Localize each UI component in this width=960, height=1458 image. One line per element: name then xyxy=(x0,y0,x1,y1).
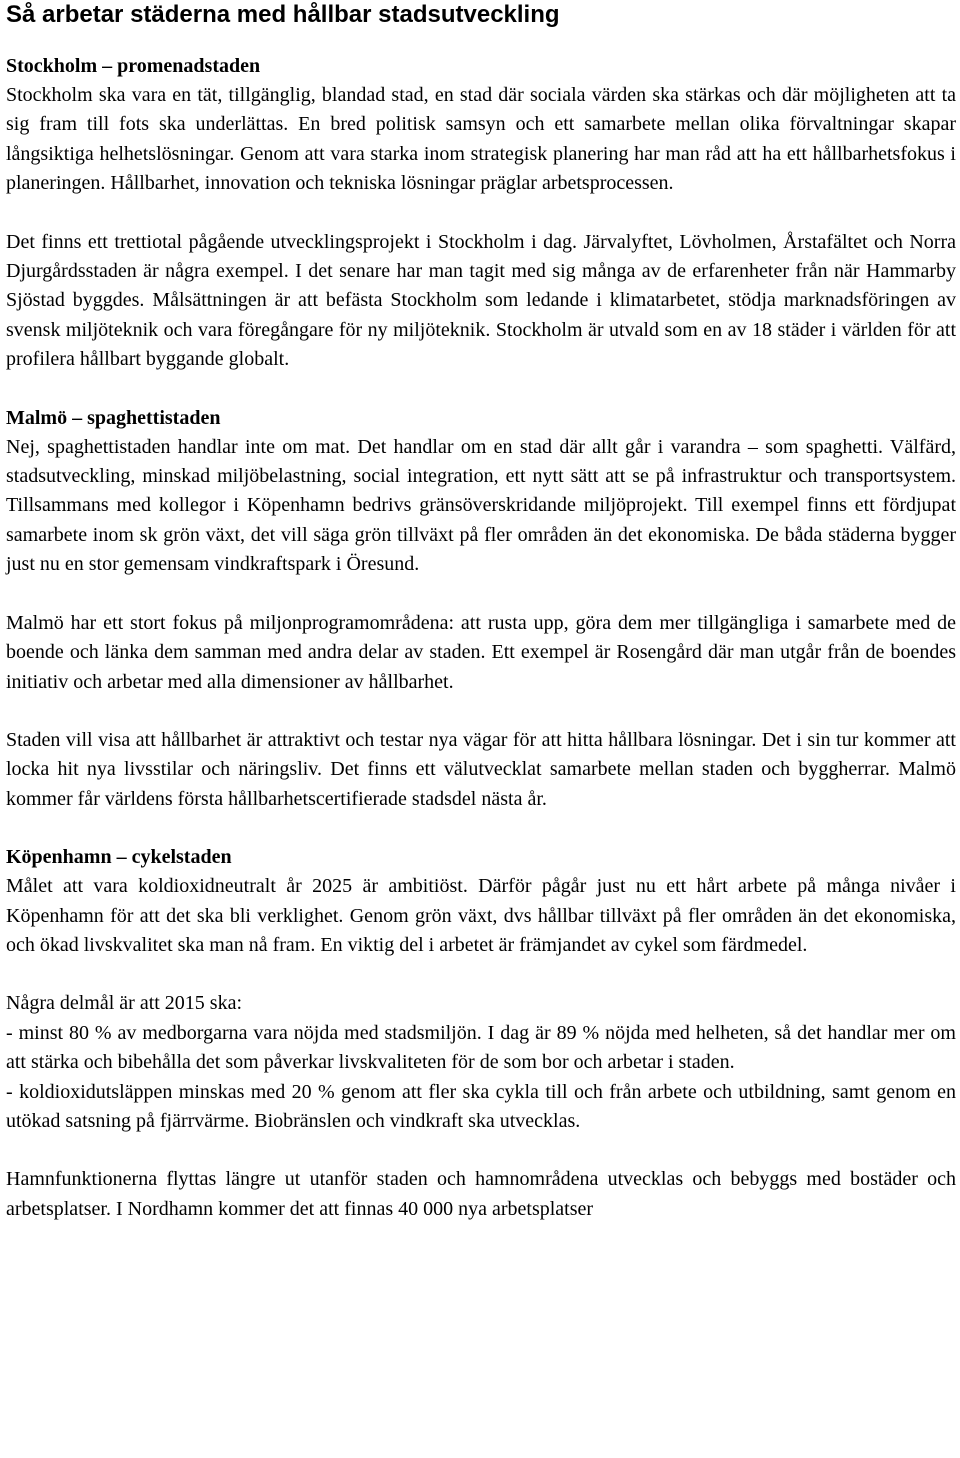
document-page xyxy=(6,0,956,1224)
paragraph: Nej, spaghettistaden handlar inte om mat. Det handlar om en stad där allt går i varandra – som spaghetti. Välfärd, stadsutveckling, minskad miljöbelastning, social integration, ett nytt sätt att se på infrastruktur och transportsystem. Tillsammans med kollegor i Köpenhamn bedrivs gränsöverskridande miljöprojekt. Till exempel finns ett fördjupat samarbete inom sk grön växt, det vill säga grön tillväxt på fler områden än det ekonomiska. De båda städerna bygger just nu en stor gemensam vindkraftspark i Öresund. xyxy=(6,435,956,576)
section-malmo xyxy=(6,404,956,814)
paragraph: Stockholm ska vara en tät, tillgänglig, blandad stad, en stad där sociala värden ska stärkas och där möjligheten att ta sig fram till fots ska underlättas. En bred politisk samsyn och ett samarbete mellan olika förvaltningar skapar långsiktiga helhetslösningar. Genom att vara starka inom strategisk planering har man råd att ha ett hållbarhetsfokus i planeringen. Hållbarhet, innovation och tekniska lösningar präglar arbetsprocessen. xyxy=(6,84,956,195)
paragraph: Hamnfunktionerna flyttas längre ut utanför staden och hamnområdena utvecklas och bebyggs med bostäder och arbetsplatser. I Nordhamn kommer det att finnas 40 000 nya arbetsplatser xyxy=(6,1168,956,1220)
section-heading: Stockholm – promenadstaden xyxy=(6,55,261,77)
paragraph: Malmö har ett stort fokus på miljonprogramområdena: att rusta upp, göra dem mer tillgängliga i samarbete med de boende och länka dem samman med andra delar av staden. Ett exempel är Rosengård där man utgår från de boendes initiativ och arbetar med alla dimensioner av hållbarhet. xyxy=(6,611,956,693)
paragraph: Staden vill visa att hållbarhet är attraktivt och testar nya vägar för att hitta hållbara lösningar. Det i sin tur kommer att locka hit nya livsstilar och näringsliv. Det finns ett välutvecklat samarbete mellan staden och byggherrar. Malmö kommer får världens första hållbarhetscertifierade stadsdel nästa år. xyxy=(6,728,956,810)
section-kopenhamn xyxy=(6,843,956,1224)
page-title: Så arbetar städerna med hållbar stadsutveckling xyxy=(6,1,560,28)
section-stockholm xyxy=(6,52,956,375)
goals-intro: Några delmål är att 2015 ska: xyxy=(6,992,243,1015)
goal-item: - koldioxidutsläppen minskas med 20 % genom att fler ska cykla till och från arbete och utbildning, samt genom en utökad satsning på fjärrvärme. Biobränslen och vindkraft ska utvecklas. xyxy=(6,1080,956,1132)
goal-item: - minst 80 % av medborgarna vara nöjda med stadsmiljön. I dag är 89 % nöjda med helheten, så det handlar mer om att stärka och bibehålla det som påverkar livskvaliteten för de som bor och arbetar i staden. xyxy=(6,1021,956,1074)
paragraph: Målet att vara koldioxidneutralt år 2025 är ambitiöst. Därför pågår just nu ett hårt arbete på många nivåer i Köpenhamn för att det ska bli verklighet. Genom grön växt, dvs hållbar tillväxt på fler områden än det ekonomiska, och ökad livskvalitet ska man nå fram. En viktig del i arbetet är främjandet av cykel som färdmedel. xyxy=(6,875,956,956)
paragraph: Det finns ett trettiotal pågående utvecklingsprojekt i Stockholm i dag. Järvalyftet, Lövholmen, Årstafältet och Norra Djurgårdsstaden är några exempel. I det senare har man tagit med sig många av de erfarenheter från när Hammarby Sjöstad byggdes. Målsättningen är att befästa Stockholm som ledande i klimatarbetet, stödja marknadsföringen av svensk miljöteknik och vara föregångare för ny miljöteknik. Stockholm är utvald som en av 18 städer i världen för att profilera hållbart byggande globalt. xyxy=(6,230,956,371)
section-heading: Malmö – spaghettistaden xyxy=(6,406,221,429)
section-heading: Köpenhamn – cykelstaden xyxy=(6,846,232,869)
